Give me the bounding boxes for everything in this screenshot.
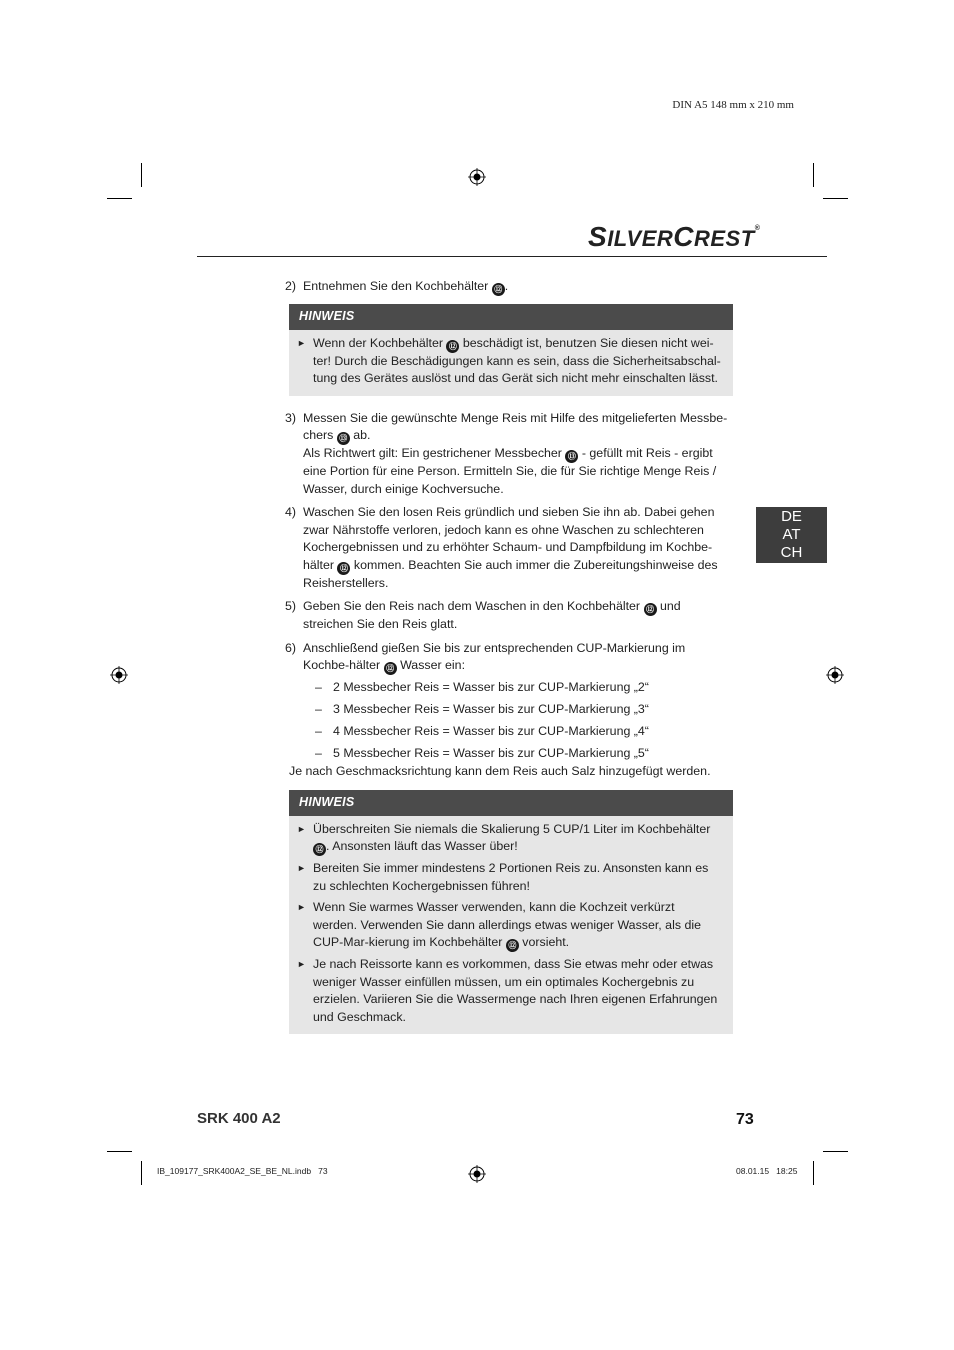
reference-number-icon: ⑫ [313, 843, 326, 856]
salt-note: Je nach Geschmacksrichtung kann dem Reis auch Salz hinzugefügt werden. [289, 763, 711, 778]
step-2: 2) Entnehmen Sie den Kochbehälter ⑫ . [285, 279, 509, 294]
note-box-damage [289, 304, 733, 396]
print-slug-date: 08.01.15 18:25 [736, 1166, 798, 1176]
note-heading: HINWEIS [289, 790, 733, 816]
main-content [285, 278, 733, 1048]
note-item: ► Wenn Sie warmes Wasser verwenden, kann die Kochzeit verkürzt werden. Verwenden Sie dann allerdings etwas weniger Wasser, als die CUP-Mar-kierung im Kochbehälter ⑫ vorsieht. [297, 900, 701, 950]
registration-mark-left-icon [110, 666, 128, 684]
print-slug-file: IB_109177_SRK400A2_SE_BE_NL.indb 73 [157, 1166, 328, 1176]
page-number: 73 [736, 1111, 754, 1128]
list-item: – 3 Messbecher Reis = Wasser bis zur CUP-Markierung „3“ [315, 702, 649, 716]
registration-mark-right-icon [826, 666, 844, 684]
footer-model-number: SRK 400 A2 [197, 1110, 281, 1127]
reference-number-icon: ⑫ [384, 662, 397, 675]
crop-mark-bottom-right-vertical [813, 1161, 814, 1185]
registration-mark-bottom-icon [468, 1165, 486, 1183]
bullet-arrow-icon: ► [297, 823, 306, 834]
crop-mark-top-right-horizontal [823, 198, 848, 199]
crop-mark-bottom-left-horizontal [107, 1151, 132, 1152]
crop-mark-bottom-right-horizontal [823, 1151, 848, 1152]
note-item: ► Wenn der Kochbehälter ⑫ beschädigt ist, benutzen Sie diesen nicht wei-ter! Durch die Beschädigungen kann es sein, dass die Sicherheitsabschal-tung des Gerätes auslöst und das Gerät sich nicht mehr einschalten lässt. [297, 335, 721, 385]
registration-mark-top-icon [468, 168, 486, 186]
language-tab: DE AT CH [756, 507, 827, 563]
step-3: 3) Messen Sie die gewünschte Menge Reis mit Hilfe des mitgelieferten Messbe-chers ⑬ ab. Als Richtwert gilt: Ein gestrichener Messbecher ⑬ - gefüllt mit Reis - ergibt eine Portion für eine Person. Ermitteln Sie, die für Sie richtige Menge Reis / Wasser, durch einige Kochversuche. [285, 410, 728, 496]
crop-mark-top-left-vertical [141, 163, 142, 187]
step-6: 6) Anschließend gießen Sie bis zur entsprechenden CUP-Markierung im Kochbe-hälter ⑫ Wasser ein: [285, 640, 686, 673]
reference-number-icon: ⑫ [446, 340, 459, 353]
reference-number-icon: ⑬ [337, 432, 350, 445]
note-heading: HINWEIS [289, 304, 733, 330]
bullet-arrow-icon: ► [297, 337, 306, 348]
crop-mark-top-left-horizontal [107, 198, 132, 199]
din-format-label: DIN A5 148 mm x 210 mm [672, 99, 794, 111]
bullet-arrow-icon: ► [297, 959, 306, 969]
list-item: – 5 Messbecher Reis = Wasser bis zur CUP-Markierung „5“ [315, 746, 649, 760]
crop-mark-top-right-vertical [813, 163, 814, 187]
crop-mark-bottom-left-vertical [141, 1161, 142, 1185]
reference-number-icon: ⑫ [337, 562, 350, 575]
reference-number-icon: ⑫ [492, 283, 505, 296]
note-item: ► Bereiten Sie immer mindestens 2 Portionen Reis zu. Ansonsten kann es zu schlechten Kochergebnissen führen! [297, 861, 709, 893]
bullet-arrow-icon: ► [297, 863, 306, 873]
silvercrest-logo: SILVERCREST® [588, 221, 761, 252]
step-5: 5) Geben Sie den Reis nach dem Waschen in den Kochbehälter ⑫ und streichen Sie den Reis glatt. [285, 599, 681, 631]
reference-number-icon: ⑫ [644, 603, 657, 616]
list-item: – 2 Messbecher Reis = Wasser bis zur CUP-Markierung „2“ [315, 680, 649, 694]
note-box-usage [289, 790, 733, 1034]
step-4: 4) Waschen Sie den losen Reis gründlich und sieben Sie ihn ab. Dabei gehen zwar Nährstoffe verloren, jedoch kann es ohne Waschen zu schlechteren Kochergebnissen und zu erhöhter Schaum- und Dampfbildung im Kochbe-hälter ⑫ kommen. Beachten Sie auch immer die Zubereitungshinweise des Reisherstellers. [285, 505, 718, 590]
reference-number-icon: ⑬ [565, 450, 578, 463]
reference-number-icon: ⑫ [506, 939, 519, 952]
note-item: ► Überschreiten Sie niemals die Skalierung 5 CUP/1 Liter im Kochbehälter ⑫ . Ansonsten läuft das Wasser über! [297, 821, 711, 854]
water-level-list [315, 679, 733, 763]
header-rule [197, 256, 827, 257]
list-item: – 4 Messbecher Reis = Wasser bis zur CUP-Markierung „4“ [315, 724, 649, 738]
note-item: ► Je nach Reissorte kann es vorkommen, dass Sie etwas mehr oder etwas weniger Wasser einfüllen müssen, um ein optimales Kochergebnis zu erzielen. Variieren Sie die Wassermenge nach Ihren eigenen Erfahrungen und Geschmack. [297, 957, 718, 1024]
bullet-arrow-icon: ► [297, 902, 306, 912]
